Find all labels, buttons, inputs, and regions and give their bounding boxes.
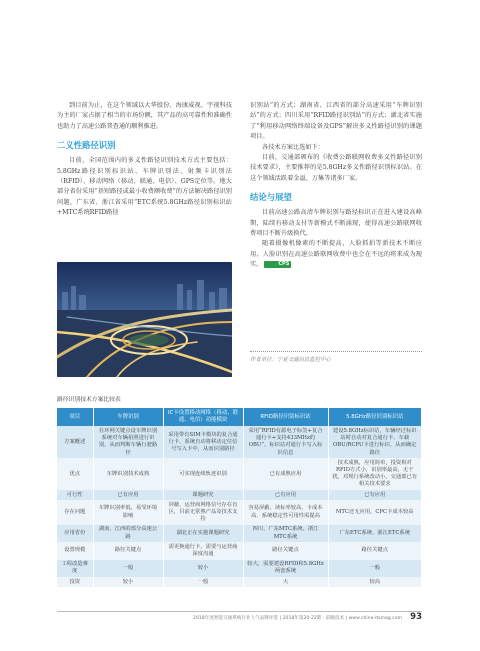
table-cell: 屏蔽、运营商网络信号存在盲区，目前无常熟产品及技术支持 xyxy=(163,500,243,525)
table-cell: 技术成熟，应用简单，投资相对RFID方式小，识别率最高，无干扰，对现行系统改动小，交通部已有相关技术要求 xyxy=(328,458,422,490)
table-cell: 设置规模 xyxy=(57,542,93,559)
table-header-cell: IC卡设置移动网络（移动、联通、电信）功能模块 xyxy=(163,408,243,426)
table-row xyxy=(57,426,422,458)
table-cell: 可实现连续轨迹识别 xyxy=(163,458,243,490)
right-column xyxy=(250,101,422,271)
table-cell: 采用带有SIM卡模块的复合通行卡，系统自动将移动定位信号写入卡中，从而识别路径 xyxy=(163,426,243,458)
table-cell: 在环网关键点设车牌识别系统对车辆拍照进行识别，从而判断车辆行驶路径 xyxy=(93,426,163,458)
table-cell: 已有成熟应用 xyxy=(243,458,328,490)
table-cell: 可行性 xyxy=(57,490,93,500)
table-cell: 应用省份 xyxy=(57,525,93,542)
right-paragraph-5 xyxy=(250,239,422,270)
table-cell: 方案概述 xyxy=(57,426,93,458)
table-cell: 车牌识别率低，易受环境影响 xyxy=(93,500,163,525)
left-paragraph-2: 目前，全国范围内的多义性路径识别技术方式主要包括：5.8GHz路径识别标识站、车牌识别法、射频卡识别法（RFID）、移动网络（移动、联通、电信）、GPS定位等。地大部分省份采用“基短路径或最小收费额收费”的方法解决路径识别问题，广东省、浙江省采用“ETC系统5.8GHz路径识别标识站+MTC系统RFID路径 xyxy=(57,157,232,217)
author-affiliation: 作者单位：宁夏交通信息监控中心 xyxy=(250,351,422,363)
table-cell: 路径关键点 xyxy=(328,542,422,559)
table-cell: 湖南、江西的部分高速公路 xyxy=(93,525,163,542)
section-heading-conclusion: 结论与展望 xyxy=(250,192,292,203)
table-row xyxy=(57,577,422,587)
table-caption: 路径识别技术方案比较表 xyxy=(57,397,121,403)
table-cell: 工程改造难度 xyxy=(57,560,93,577)
left-column xyxy=(57,101,232,219)
table-cell: 课题研究 xyxy=(163,490,243,500)
highway-interchange-photo xyxy=(57,262,232,377)
table-cell: 较高 xyxy=(328,577,422,587)
table-cell: 路径关键点 xyxy=(243,542,328,559)
table-row xyxy=(57,560,422,577)
table-header-cell: 5.8GHz路径识别标识站 xyxy=(328,408,422,426)
table-cell: 一般 xyxy=(93,560,163,577)
table-cell: 湖北正在实施课题研究 xyxy=(163,525,243,542)
table-header-cell: 项目 xyxy=(57,408,93,426)
ez-code-badge: CPS xyxy=(264,261,291,268)
table-cell: 四川、广东MTC系统、浙江MTC系统 xyxy=(243,525,328,542)
table-cell: 投资 xyxy=(57,577,93,587)
table-cell: 已有应用 xyxy=(243,490,328,500)
table-cell: 较小 xyxy=(163,560,243,577)
table-cell: 路径关键点 xyxy=(93,542,163,559)
comparison-table xyxy=(57,408,422,587)
right-paragraph-3: 目前，交通部颁布的《收费公路联网收费多义性路径识别技术要求》，主要推荐的是5.8GHz多义性路径识别标识站。在这个领域活跃着金溢、万集等诸多厂家。 xyxy=(250,154,422,182)
table-cell: 较大，需要建设RFID和5.8GHz两套系统 xyxy=(243,560,328,577)
table-cell: 一般 xyxy=(328,560,422,577)
footer-text: 2018年度智能交通系统行业人气品牌评选 | 2018年第20-22期 · 前瞻技术 | www.china-itsmag.com xyxy=(192,616,402,621)
table-cell: 优点 xyxy=(57,458,93,490)
table-cell: 建设5.8GHz标识站，车辆经过标识站时自动对复合通行卡、车载OBU/RCPU卡进行标识，从而确定路径 xyxy=(328,426,422,458)
table-row xyxy=(57,525,422,542)
table-row xyxy=(57,500,422,525)
left-paragraph-1: 到目前为止，在这个领域以大华股份、海康威视、宇视科技为主的厂家占据了相当的市场份额，其产品的高可靠性和准确性也助力了高速公路普查通的顺利推进。 xyxy=(57,102,232,130)
table-cell: 采用“RFID有源电子标签+复合通行卡+支持433MHz的OBU”，标识站对通行卡写入标识信息 xyxy=(243,426,328,458)
table-row xyxy=(57,458,422,490)
table-header-cell: RFID路径识别标识站 xyxy=(243,408,328,426)
table-header-row xyxy=(57,408,422,426)
right-paragraph-1: 识别站”的方式；湖南省、江西省的部分高速采用“车牌识别站”的方式；四川采用“RFID路径识别站”的方式；湖北省实施了“利用移动网络终端设备及GPS”解决多义性路径识别的课题项目。 xyxy=(250,102,422,141)
table-cell: 存在问题 xyxy=(57,500,93,525)
table-row xyxy=(57,490,422,500)
table-cell: 一般 xyxy=(163,577,243,587)
table-cell: 大 xyxy=(243,577,328,587)
table-cell: 已有应用 xyxy=(93,490,163,500)
table-cell: 车牌识别技术成熟 xyxy=(93,458,163,490)
right-paragraph-5-text: 随着摄像机像素的不断提高，人脸抓拍等新技术不断应用，人脸识别在高速公路联网收费中也会在不远的将来成为现实。 xyxy=(250,240,422,269)
table-cell: 需更换通行卡，需要与运营商深度沟通 xyxy=(163,542,243,559)
table-cell: MTC还无应用，CPC卡成本较高 xyxy=(328,500,422,525)
table-cell: 广东ETC系统、浙江ETC系统 xyxy=(328,525,422,542)
table-cell: 容易屏蔽、读标率较高，卡成本高、系统稳定性可用性需提高 xyxy=(243,500,328,525)
section-heading-ambiguous-path: 二义性路径识别 xyxy=(57,140,116,151)
right-paragraph-2: 各技术方案比选如下： xyxy=(262,143,324,151)
page-footer xyxy=(57,611,422,623)
page-number: 93 xyxy=(410,612,422,622)
table-cell: 较小 xyxy=(93,577,163,587)
table-header-cell: 车牌识别 xyxy=(93,408,163,426)
table-row xyxy=(57,542,422,559)
table-cell: 已有应用 xyxy=(328,490,422,500)
table-body xyxy=(57,426,422,587)
right-paragraph-4: 目前高速公路高清车牌识别与路径标识正在进入建设高峰期，陆续有移动支付等新模式不断涌现，使得高速公路联网收费项目不断升级换代。 xyxy=(250,209,422,238)
